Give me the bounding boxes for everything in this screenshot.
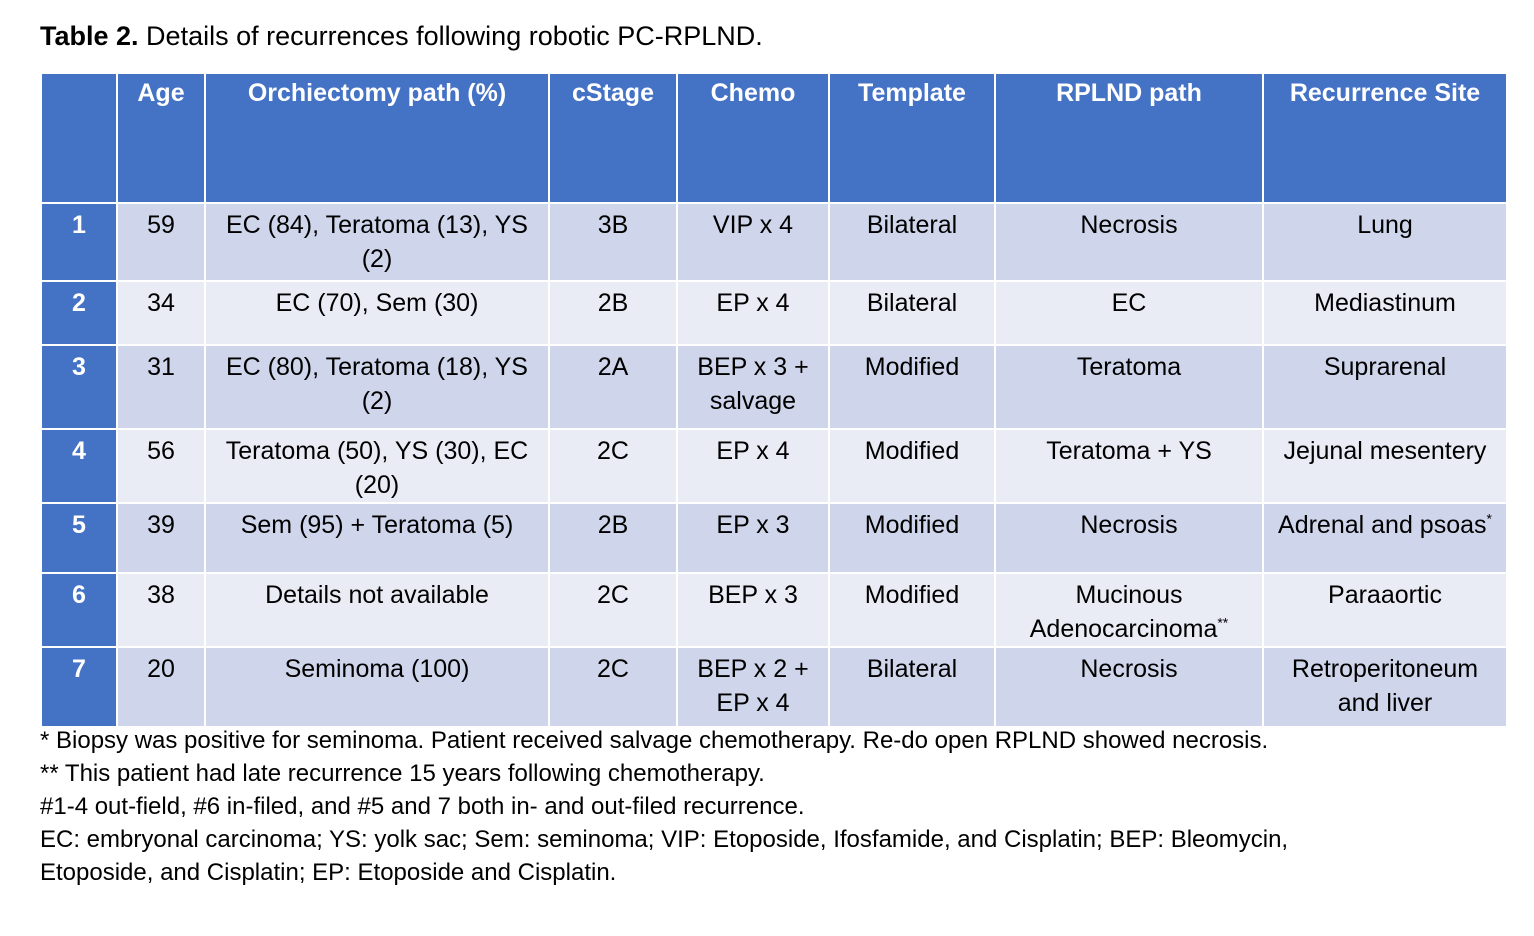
rplnd-path-text: Teratoma + YS — [1046, 437, 1212, 465]
cell-age: 20 — [117, 647, 205, 727]
footnote-marker: * — [1486, 510, 1492, 527]
recurrence-site-text: Retroperitoneum and liver — [1291, 655, 1479, 717]
rplnd-path-text: EC — [1111, 289, 1147, 317]
cell-orchiectomy-path: Details not available — [205, 573, 549, 647]
recurrence-site-text: Suprarenal — [1323, 353, 1447, 381]
caption-label: Table 2. — [40, 21, 139, 51]
cell-rplnd-path — [995, 281, 1263, 345]
row-number: 4 — [41, 429, 117, 503]
cell-orchiectomy-path: EC (70), Sem (30) — [205, 281, 549, 345]
footnote-late-recurrence: ** This patient had late recurrence 15 years following chemotherapy. — [40, 760, 765, 787]
table-row — [41, 281, 1507, 345]
rplnd-path-text: Necrosis — [1080, 655, 1178, 683]
table-footnotes — [40, 724, 1340, 889]
cell-rplnd-path — [995, 573, 1263, 647]
cell-rplnd-path — [995, 203, 1263, 281]
cell-orchiectomy-path: EC (84), Teratoma (13), YS (2) — [205, 203, 549, 281]
cell-rplnd-path — [995, 429, 1263, 503]
cell-age: 39 — [117, 503, 205, 573]
table-row — [41, 647, 1507, 727]
cell-template: Modified — [829, 503, 995, 573]
cell-template: Modified — [829, 573, 995, 647]
recurrence-table — [40, 72, 1508, 728]
cell-template: Bilateral — [829, 203, 995, 281]
row-number: 5 — [41, 503, 117, 573]
footnote-biopsy: * Biopsy was positive for seminoma. Patient received salvage chemotherapy. Re-do open RPLND showed necrosis. — [40, 727, 1269, 754]
cell-orchiectomy-path: Seminoma (100) — [205, 647, 549, 727]
header-cell-chemo: Chemo — [677, 73, 829, 203]
cell-template: Modified — [829, 429, 995, 503]
cell-chemo: EP x 4 — [677, 281, 829, 345]
cell-chemo: EP x 4 — [677, 429, 829, 503]
recurrence-site-text: Lung — [1357, 211, 1413, 239]
cell-cstage: 2C — [549, 429, 677, 503]
cell-orchiectomy-path: Sem (95) + Teratoma (5) — [205, 503, 549, 573]
cell-chemo: EP x 3 — [677, 503, 829, 573]
header-cell-age: Age — [117, 73, 205, 203]
cell-recurrence-site — [1263, 429, 1507, 503]
cell-recurrence-site — [1263, 345, 1507, 429]
header-cell-rplnd-path: RPLND path — [995, 73, 1263, 203]
cell-cstage: 2C — [549, 573, 677, 647]
row-number: 3 — [41, 345, 117, 429]
table-row — [41, 503, 1507, 573]
cell-age: 56 — [117, 429, 205, 503]
table-header-row — [41, 73, 1507, 203]
row-number: 2 — [41, 281, 117, 345]
rplnd-path-text: Necrosis — [1080, 511, 1178, 539]
row-number: 7 — [41, 647, 117, 727]
header-cell-recurrence-site: Recurrence Site — [1263, 73, 1507, 203]
cell-rplnd-path — [995, 503, 1263, 573]
cell-cstage: 2C — [549, 647, 677, 727]
cell-cstage: 2B — [549, 503, 677, 573]
footnote-abbreviations: EC: embryonal carcinoma; YS: yolk sac; Sem: seminoma; VIP: Etoposide, Ifosfamide, and Cisplatin; BEP: Bleomycin, Etoposide, and Cisplatin; EP: Etoposide and Cisplatin. — [40, 826, 1289, 886]
recurrence-site-text: Mediastinum — [1314, 289, 1456, 317]
header-cell-orchiectomy-path: Orchiectomy path (%) — [205, 73, 549, 203]
table-row — [41, 345, 1507, 429]
footnote-marker: ** — [1217, 614, 1229, 631]
cell-chemo: BEP x 3 + salvage — [677, 345, 829, 429]
cell-cstage: 2B — [549, 281, 677, 345]
cell-template: Modified — [829, 345, 995, 429]
caption-text: Details of recurrences following robotic PC-RPLND. — [138, 21, 763, 51]
table-row — [41, 203, 1507, 281]
cell-chemo: BEP x 2 + EP x 4 — [677, 647, 829, 727]
cell-rplnd-path — [995, 647, 1263, 727]
rplnd-path-text: Teratoma — [1076, 353, 1182, 381]
rplnd-path-text: Mucinous Adenocarcinoma — [1029, 581, 1218, 643]
table-row — [41, 429, 1507, 503]
rplnd-path-text: Necrosis — [1080, 211, 1178, 239]
row-number: 6 — [41, 573, 117, 647]
recurrence-site-text: Adrenal and psoas — [1278, 511, 1487, 539]
cell-cstage: 2A — [549, 345, 677, 429]
header-cell-template: Template — [829, 73, 995, 203]
cell-chemo: BEP x 3 — [677, 573, 829, 647]
row-number: 1 — [41, 203, 117, 281]
cell-recurrence-site — [1263, 647, 1507, 727]
cell-age: 34 — [117, 281, 205, 345]
cell-recurrence-site — [1263, 203, 1507, 281]
table-caption — [40, 18, 763, 54]
recurrence-site-text: Jejunal mesentery — [1283, 437, 1487, 465]
cell-template: Bilateral — [829, 281, 995, 345]
footnote-field-location: #1-4 out-field, #6 in-filed, and #5 and 7 both in- and out-filed recurrence. — [40, 793, 805, 820]
cell-template: Bilateral — [829, 647, 995, 727]
cell-cstage: 3B — [549, 203, 677, 281]
cell-chemo: VIP x 4 — [677, 203, 829, 281]
recurrence-site-text: Paraaortic — [1328, 581, 1442, 609]
cell-rplnd-path — [995, 345, 1263, 429]
cell-recurrence-site — [1263, 503, 1507, 573]
cell-recurrence-site — [1263, 573, 1507, 647]
cell-recurrence-site — [1263, 281, 1507, 345]
cell-age: 31 — [117, 345, 205, 429]
cell-orchiectomy-path: Teratoma (50), YS (30), EC (20) — [205, 429, 549, 503]
cell-age: 59 — [117, 203, 205, 281]
header-cell-index — [41, 73, 117, 203]
cell-age: 38 — [117, 573, 205, 647]
table-row — [41, 573, 1507, 647]
header-cell-cstage: cStage — [549, 73, 677, 203]
cell-orchiectomy-path: EC (80), Teratoma (18), YS (2) — [205, 345, 549, 429]
